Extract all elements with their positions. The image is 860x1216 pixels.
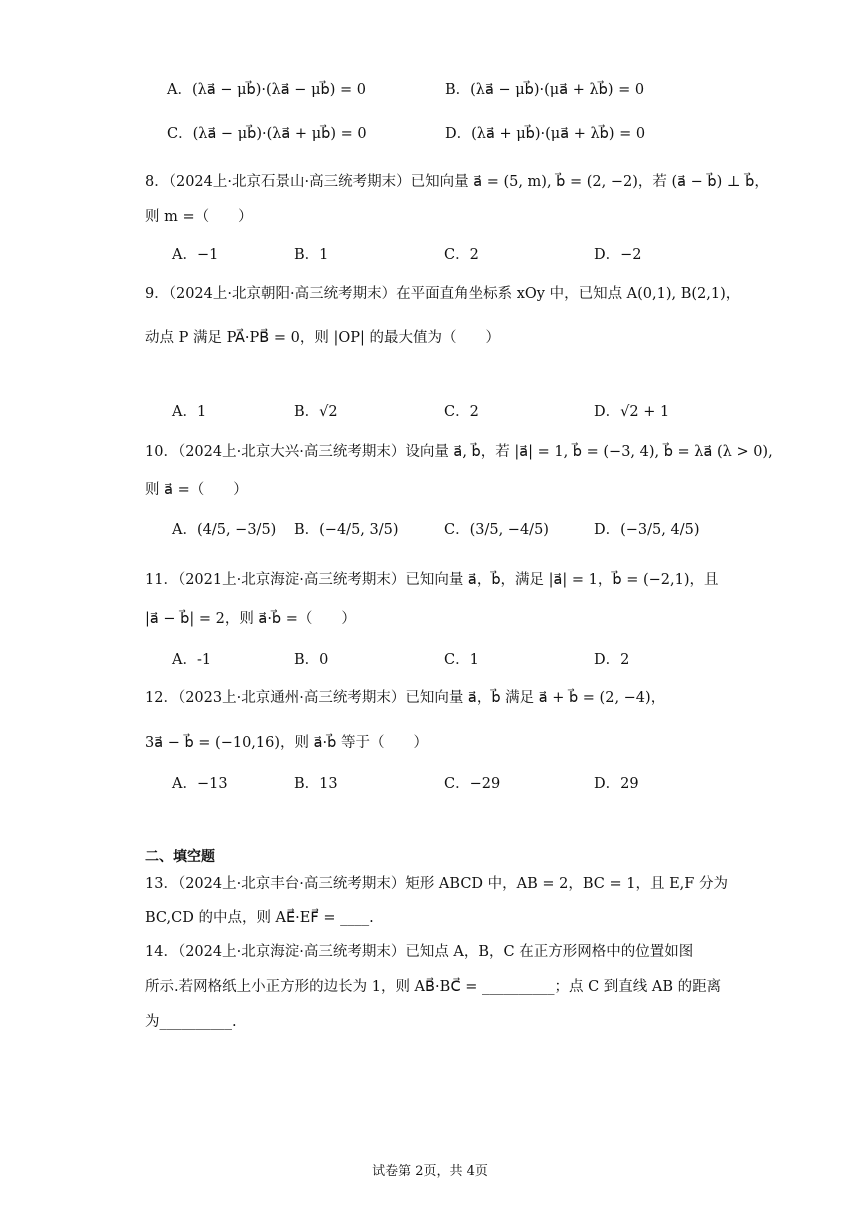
q14-stem-line1: 14．（2024上·北京海淀·高三统考期末）已知点 A，B，C 在正方形网格中的位置如图 <box>145 944 694 960</box>
q7-option-c: C．(λa⃗ − μb⃗)·(λa⃗ + μb⃗) = 0 <box>167 126 367 142</box>
q8-option-a: A．−1 <box>172 247 219 263</box>
q9-option-b: B．√2 <box>294 404 338 420</box>
q10-stem-line2: 则 a⃗ =（ ） <box>145 482 248 498</box>
q11-option-a: A．-1 <box>172 652 212 668</box>
q9-stem-line2: 动点 P 满足 PA⃗·PB⃗ = 0，则 |OP| 的最大值为（ ） <box>145 330 500 346</box>
q12-option-c: C．−29 <box>444 776 501 792</box>
q7-option-d: D．(λa⃗ + μb⃗)·(μa⃗ + λb⃗) = 0 <box>445 126 646 142</box>
q9-option-c: C．2 <box>444 404 479 420</box>
q13-stem-line2: BC,CD 的中点，则 AE⃗·EF⃗ = ____. <box>145 910 374 926</box>
q12-option-d: D．29 <box>594 776 639 792</box>
q11-option-b: B．0 <box>294 652 329 668</box>
q10-option-c: C．(3/5, −4/5) <box>444 522 549 538</box>
q11-stem-line2: |a⃗ − b⃗| = 2，则 a⃗·b⃗ =（ ） <box>145 611 356 627</box>
q10-stem-line1: 10．（2024上·北京大兴·高三统考期末）设向量 a⃗, b⃗，若 |a⃗| = 1, b⃗ = (−3, 4), b⃗ = λa⃗ (λ > 0), <box>145 444 773 460</box>
q10-option-a: A．(4/5, −3/5) <box>172 522 277 538</box>
q14-stem-line3: 为__________. <box>145 1014 237 1030</box>
q8-option-d: D．−2 <box>594 247 642 263</box>
q11-stem-line1: 11．（2021上·北京海淀·高三统考期末）已知向量 a⃗，b⃗，满足 |a⃗| = 1，b⃗ = (−2,1)，且 <box>145 572 719 588</box>
q12-stem-line2: 3a⃗ − b⃗ = (−10,16)，则 a⃗·b⃗ 等于（ ） <box>145 735 428 751</box>
q13-stem-line1: 13．（2024上·北京丰台·高三统考期末）矩形 ABCD 中，AB = 2，BC = 1，且 E,F 分为 <box>145 876 728 892</box>
q12-stem-line1: 12．（2023上·北京通州·高三统考期末）已知向量 a⃗，b⃗ 满足 a⃗ + b⃗ = (2, −4)， <box>145 690 666 706</box>
q8-option-b: B．1 <box>294 247 329 263</box>
q7-option-a: A．(λa⃗ − μb⃗)·(λa⃗ − μb⃗) = 0 <box>167 82 366 98</box>
q8-stem-line2: 则 m =（ ） <box>145 209 253 225</box>
q14-stem-line2: 所示.若网格纸上小正方形的边长为 1，则 AB⃗·BC⃗ = __________；点 C 到直线 AB 的距离 <box>145 979 722 995</box>
q8-stem-line1: 8．（2024上·北京石景山·高三统考期末）已知向量 a⃗ = (5, m), b⃗ = (2, −2)，若 (a⃗ − b⃗) ⊥ b⃗， <box>145 174 769 190</box>
q9-option-a: A．1 <box>172 404 207 420</box>
section-heading-fill-in: 二、填空题 <box>145 849 215 865</box>
q8-option-c: C．2 <box>444 247 479 263</box>
q12-option-b: B．13 <box>294 776 338 792</box>
q9-stem-line1: 9．（2024上·北京朝阳·高三统考期末）在平面直角坐标系 xOy 中，已知点 A(0,1), B(2,1)， <box>145 286 741 302</box>
q9-option-d: D．√2 + 1 <box>594 404 670 420</box>
page-footer: 试卷第 2页，共 4页 <box>372 1164 488 1179</box>
q12-option-a: A．−13 <box>172 776 228 792</box>
q11-option-c: C．1 <box>444 652 479 668</box>
q11-option-d: D．2 <box>594 652 630 668</box>
q7-option-b: B．(λa⃗ − μb⃗)·(μa⃗ + λb⃗) = 0 <box>445 82 645 98</box>
q10-option-d: D．(−3/5, 4/5) <box>594 522 700 538</box>
q10-option-b: B．(−4/5, 3/5) <box>294 522 399 538</box>
